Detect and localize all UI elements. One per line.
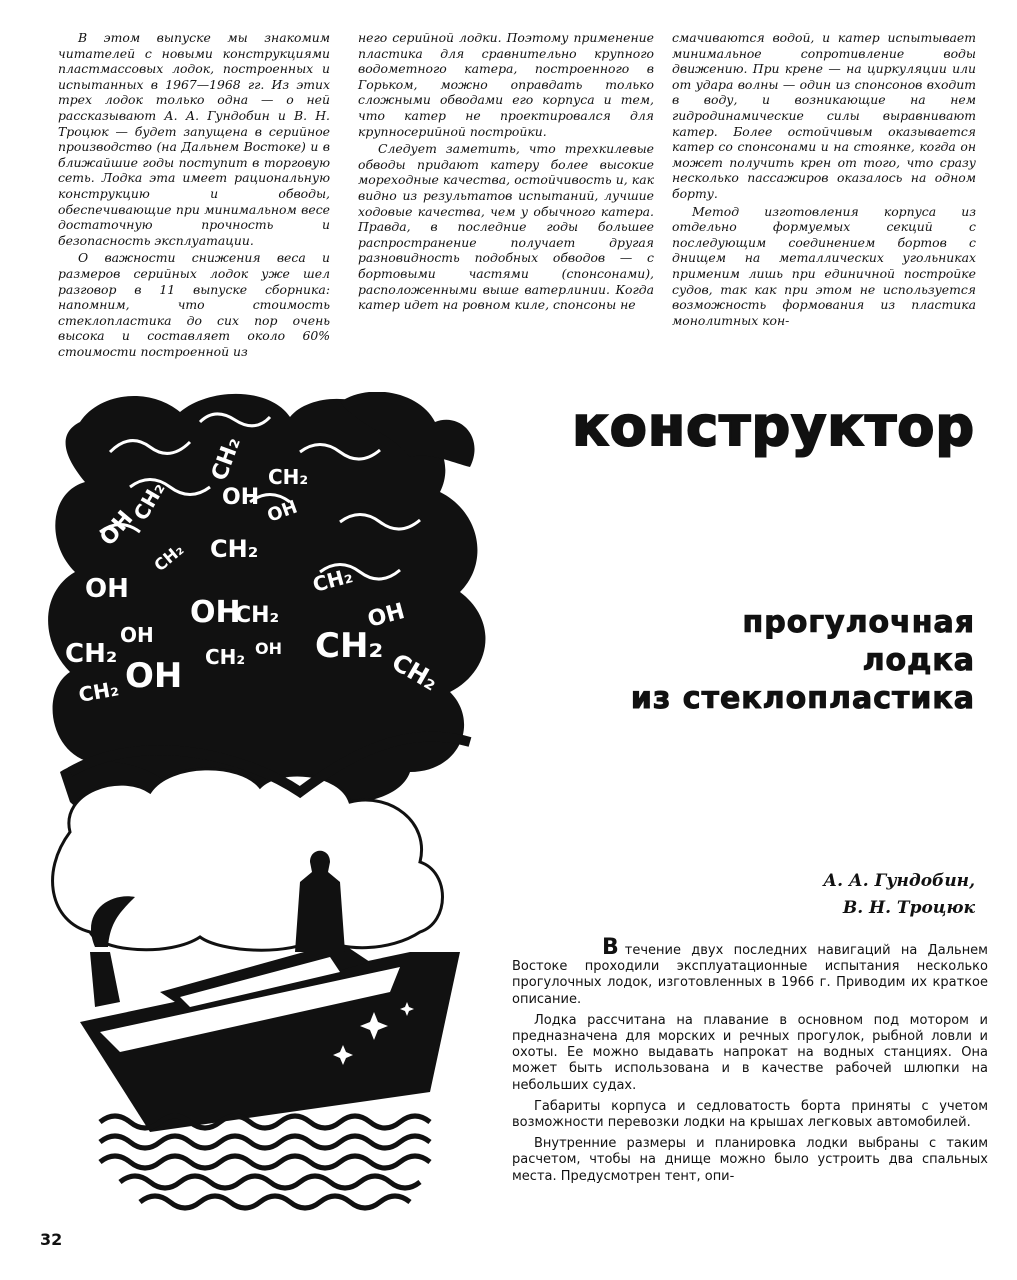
intro-paragraph: Метод изготовления корпуса из отдельно формуемых секций с последующим соединением бортов с днищем на металлических угольниках применим лишь при единичной постройке судов, так как при этом не используется возможность формования из пластика монолитных кон-: [672, 203, 976, 328]
svg-text:OH: OH: [120, 623, 154, 647]
intro-column-2: [358, 30, 654, 313]
svg-text:CH₂: CH₂: [315, 626, 384, 666]
svg-text:OH: OH: [125, 656, 183, 696]
article-paragraph: Габариты корпуса и седловатость борта приняты с учетом возможности перевозки лодки на крышах легковых автомобилей.: [512, 1098, 988, 1131]
intro-paragraph: смачиваются водой, и катер испытывает минимальное сопротивление воды движению. При крене — на циркуляции или от удара волны — один из спонсонов входит в воду, и возникающие на нем гидродинамические силы выравнивают катер. Более остойчивым оказывается катер со спонсонами и на стоянке, когда он может получить крен от того, что сразу несколько пассажиров оказалось на одном борту.: [672, 30, 976, 201]
svg-text:OH: OH: [95, 506, 139, 551]
svg-text:OH: OH: [365, 599, 408, 633]
svg-text:CH₂: CH₂: [76, 676, 121, 707]
svg-text:CH₂: CH₂: [310, 563, 356, 597]
svg-text:CH₂: CH₂: [268, 465, 309, 489]
article-paragraph: [512, 935, 988, 1008]
boat-illustration: [40, 392, 510, 1232]
svg-text:CH₂: CH₂: [387, 647, 443, 697]
svg-text:OH: OH: [190, 595, 241, 630]
svg-text:OH: OH: [255, 639, 282, 658]
article-body: [512, 935, 988, 1190]
intro-paragraph: него серийной лодки. Поэтому применение пластика для сравнительно крупного водометного катера, построенного в Горьком, можно оправдать только сложными обводами его корпуса и тем, что катер не проектировался для крупносерийной постройки.: [358, 30, 654, 139]
article-paragraph: Лодка рассчитана на плавание в основном под мотором и предназначена для морских и речных прогулок, рыбной ловли и охоты. Ее можно выдавать напрокат на водных станциях. Она может быть использована и в качестве рабочей шлюпки на небольших судах.: [512, 1012, 988, 1093]
svg-text:CH₂: CH₂: [128, 477, 170, 525]
svg-text:CH₂: CH₂: [207, 433, 246, 485]
article-title-line: прогулочная: [742, 605, 975, 640]
page-number: 32: [40, 1230, 63, 1249]
svg-text:OH: OH: [222, 485, 260, 510]
svg-text:CH₂: CH₂: [235, 603, 280, 628]
svg-text:CH₂: CH₂: [210, 535, 259, 563]
sea-waves: [100, 1116, 430, 1208]
article-title-line: лодка: [862, 643, 975, 678]
intro-paragraph: Следует заметить, что трехкилевые обводы придают катеру более высокие мореходные качества, остойчивость и, как видно из результатов испытаний, лучшие ходовые качества, чем у обычного катера. Правда, в последние годы большее распространение получает другая разновидность подобных обводов — с бортовыми частями (спонсонами), расположенными выше ватерлинии. Когда катер идет на ровном киле, спонсоны не: [358, 141, 654, 313]
article-title: [631, 604, 975, 718]
svg-text:CH₂: CH₂: [65, 639, 118, 669]
intro-paragraph: В этом выпуске мы знакомим читателей с новыми конструкциями пластмассовых лодок, построенных и испытанных в 1967—1968 гг. Из этих трех лодок только одна — о ней рассказывают А. А. Гундобин и В. Н. Троцюк — будет запущена в серийное производство (на Дальнем Востоке) и в ближайшие годы поступит в торговую сеть. Лодка эта имеет рациональную конструкцию и обводы, обеспечивающие при минимальном весе достаточную прочность и безопасность эксплуатации.: [58, 30, 330, 248]
svg-text:CH₂: CH₂: [150, 539, 188, 576]
drop-cap: В: [602, 935, 619, 960]
paragraph-text: течение двух последних навигаций на Дальнем Востоке проходили эксплуатационные испытания несколько прогулочных лодок, изготовленных в 1966 г. Приводим их краткое описание.: [512, 943, 988, 1007]
author-name: В. Н. Троцюк: [842, 898, 975, 918]
svg-text:OH: OH: [264, 496, 301, 527]
author-name: А. А. Гундобин,: [823, 871, 975, 891]
intro-column-3: [672, 30, 976, 328]
intro-column-1: [58, 30, 330, 359]
svg-text:CH₂: CH₂: [205, 645, 246, 669]
article-title-line: из стеклопластика: [630, 681, 975, 716]
intro-paragraph: О важности снижения веса и размеров серийных лодок уже шел разговор в 11 выпуске сборника: напомним, что стоимость стеклопластика до сих пор очень высока и составляет около 60% стоимости построенной из: [58, 250, 330, 359]
section-heading: конструктор: [572, 395, 975, 458]
authors: [823, 868, 975, 922]
article-paragraph: Внутренние размеры и планировка лодки выбраны с таким расчетом, чтобы на днище можно было устроить два спальных места. Предусмотрен тент, опи-: [512, 1136, 988, 1184]
svg-text:OH: OH: [85, 574, 129, 604]
